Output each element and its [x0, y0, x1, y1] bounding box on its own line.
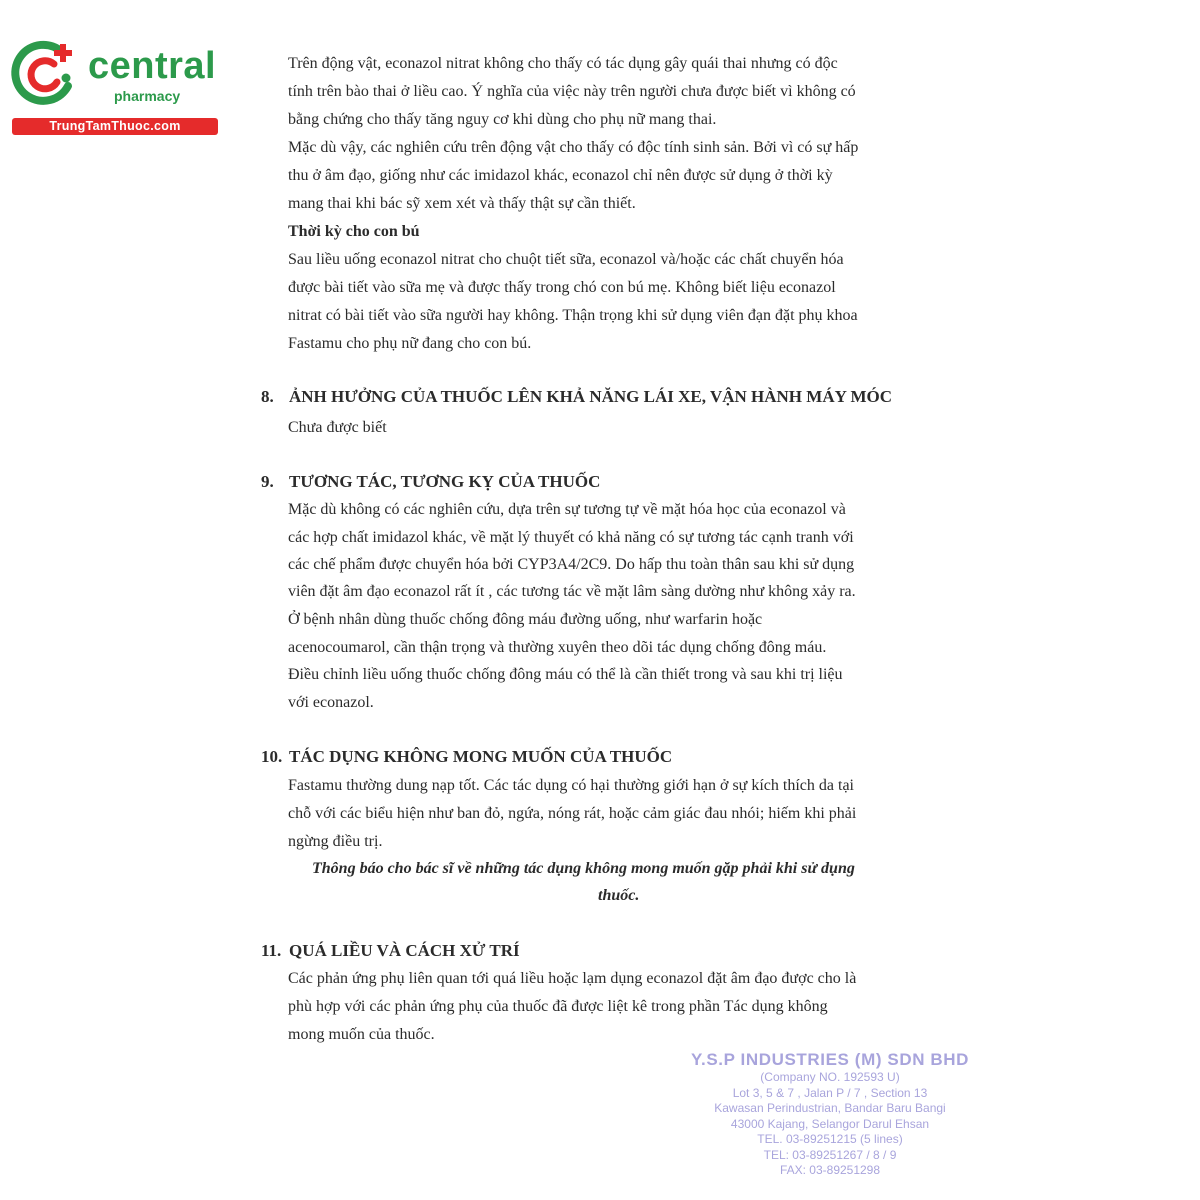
section-heading-11	[261, 941, 520, 961]
warning-note: Thông báo cho bác sĩ về những tác dụng không mong muốn gặp phải khi sử dụng	[312, 860, 855, 877]
text-line: Mặc dù vậy, các nghiên cứu trên động vật cho thấy có độc tính sinh sản. Bởi vì có sự hấp	[288, 139, 859, 156]
text-line: Chưa được biết	[288, 419, 387, 436]
text-line: các chế phẩm được chuyển hóa bởi CYP3A4/2C9. Do hấp thu toàn thân sau khi sử dụng	[288, 556, 855, 573]
text-line: thu ở âm đạo, giống như các imidazol khác, econazol chỉ nên được sử dụng ở thời kỳ	[288, 167, 833, 184]
company-stamp	[660, 1050, 1000, 1179]
section-heading-9	[261, 472, 600, 492]
brand-logo[interactable]	[10, 38, 220, 138]
text-line: Điều chỉnh liều uống thuốc chống đông máu có thể là cần thiết trong và sau khi trị liệu	[288, 666, 843, 683]
text-line: bằng chứng cho thấy tăng nguy cơ khi dùng cho phụ nữ mang thai.	[288, 111, 717, 128]
text-line: phù hợp với các phản ứng phụ của thuốc đã được liệt kê trong phần Tác dụng không	[288, 998, 828, 1015]
text-line: ngừng điều trị.	[288, 833, 383, 850]
section-heading-10	[261, 747, 672, 767]
logo-subtitle: pharmacy	[114, 88, 181, 104]
text-line: Sau liều uống econazol nitrat cho chuột tiết sữa, econazol và/hoặc các chất chuyển hóa	[288, 251, 844, 268]
text-line: nitrat có bài tiết vào sữa người hay không. Thận trọng khi sử dụng viên đạn đặt phụ khoa	[288, 307, 858, 324]
section-title: TƯƠNG TÁC, TƯƠNG KỴ CỦA THUỐC	[289, 472, 601, 491]
section-heading-8	[261, 387, 892, 407]
text-line: với econazol.	[288, 694, 374, 711]
text-line: tính trên bào thai ở liều cao. Ý nghĩa của việc này trên người chưa được biết vì không có	[288, 83, 856, 100]
logo-brand-name: central	[88, 45, 217, 87]
section-number: 9.	[261, 472, 274, 491]
text-line: Fastamu cho phụ nữ đang cho con bú.	[288, 335, 532, 352]
text-line: được bài tiết vào sữa mẹ và được thấy trong chó con bú mẹ. Không biết liệu econazol	[288, 279, 836, 296]
section-number: 8.	[261, 387, 274, 406]
stamp-line: TEL. 03-89251215 (5 lines)	[757, 1132, 903, 1146]
pharmacy-cross-logo-icon	[10, 38, 80, 108]
text-line: viên đặt âm đạo econazol rất ít , các tương tác về mặt lâm sàng dường như không xảy ra.	[288, 583, 856, 600]
section-title: TÁC DỤNG KHÔNG MONG MUỐN CỦA THUỐC	[289, 747, 673, 766]
stamp-line: TEL: 03-89251267 / 8 / 9	[763, 1147, 897, 1162]
text-line: Các phản ứng phụ liên quan tới quá liều hoặc lạm dụng econazol đặt âm đạo được cho là	[288, 970, 857, 987]
section-number: 11.	[261, 941, 282, 960]
section-number: 10.	[261, 747, 283, 766]
stamp-company-name: Y.S.P INDUSTRIES (M) SDN BHD	[690, 1050, 970, 1069]
stamp-line: FAX: 03-89251298	[779, 1163, 881, 1177]
warning-note: thuốc.	[598, 887, 640, 904]
section-title: ẢNH HƯỞNG CỦA THUỐC LÊN KHẢ NĂNG LÁI XE, VẬN HÀNH MÁY MÓC	[289, 387, 893, 406]
text-line: Mặc dù không có các nghiên cứu, dựa trên sự tương tự về mặt hóa học của econazol và	[288, 501, 846, 518]
text-line: mong muốn của thuốc.	[288, 1026, 435, 1043]
text-line: Fastamu thường dung nạp tốt. Các tác dụng có hại thường giới hạn ở sự kích thích da tại	[288, 777, 854, 794]
text-line: mang thai khi bác sỹ xem xét và thấy thật sự cần thiết.	[288, 195, 636, 212]
stamp-line: Lot 3, 5 & 7 , Jalan P / 7 , Section 13	[732, 1085, 928, 1100]
text-line: Trên động vật, econazol nitrat không cho thấy có tác dụng gây quái thai nhưng có độc	[288, 55, 838, 72]
subsection-heading: Thời kỳ cho con bú	[288, 223, 420, 240]
text-line: acenocoumarol, cần thận trọng và thường xuyên theo dõi tác dụng chống đông máu.	[288, 639, 827, 656]
text-line: Ở bệnh nhân dùng thuốc chống đông máu đường uống, như warfarin hoặc	[288, 611, 763, 628]
logo-website-link[interactable]: TrungTamThuoc.com	[12, 118, 218, 135]
section-title: QUÁ LIỀU VÀ CÁCH XỬ TRÍ	[289, 941, 520, 960]
text-line: chỗ với các biểu hiện như ban đỏ, ngứa, nóng rát, hoặc cảm giác đau nhói; hiếm khi phải	[288, 805, 857, 822]
text-line: các hợp chất imidazol khác, về mặt lý thuyết có khả năng có sự tương tác cạnh tranh với	[288, 529, 854, 546]
stamp-line: Kawasan Perindustrian, Bandar Baru Bangi	[714, 1101, 946, 1115]
stamp-line: 43000 Kajang, Selangor Darul Ehsan	[730, 1116, 930, 1131]
stamp-line: (Company NO. 192593 U)	[760, 1070, 900, 1084]
